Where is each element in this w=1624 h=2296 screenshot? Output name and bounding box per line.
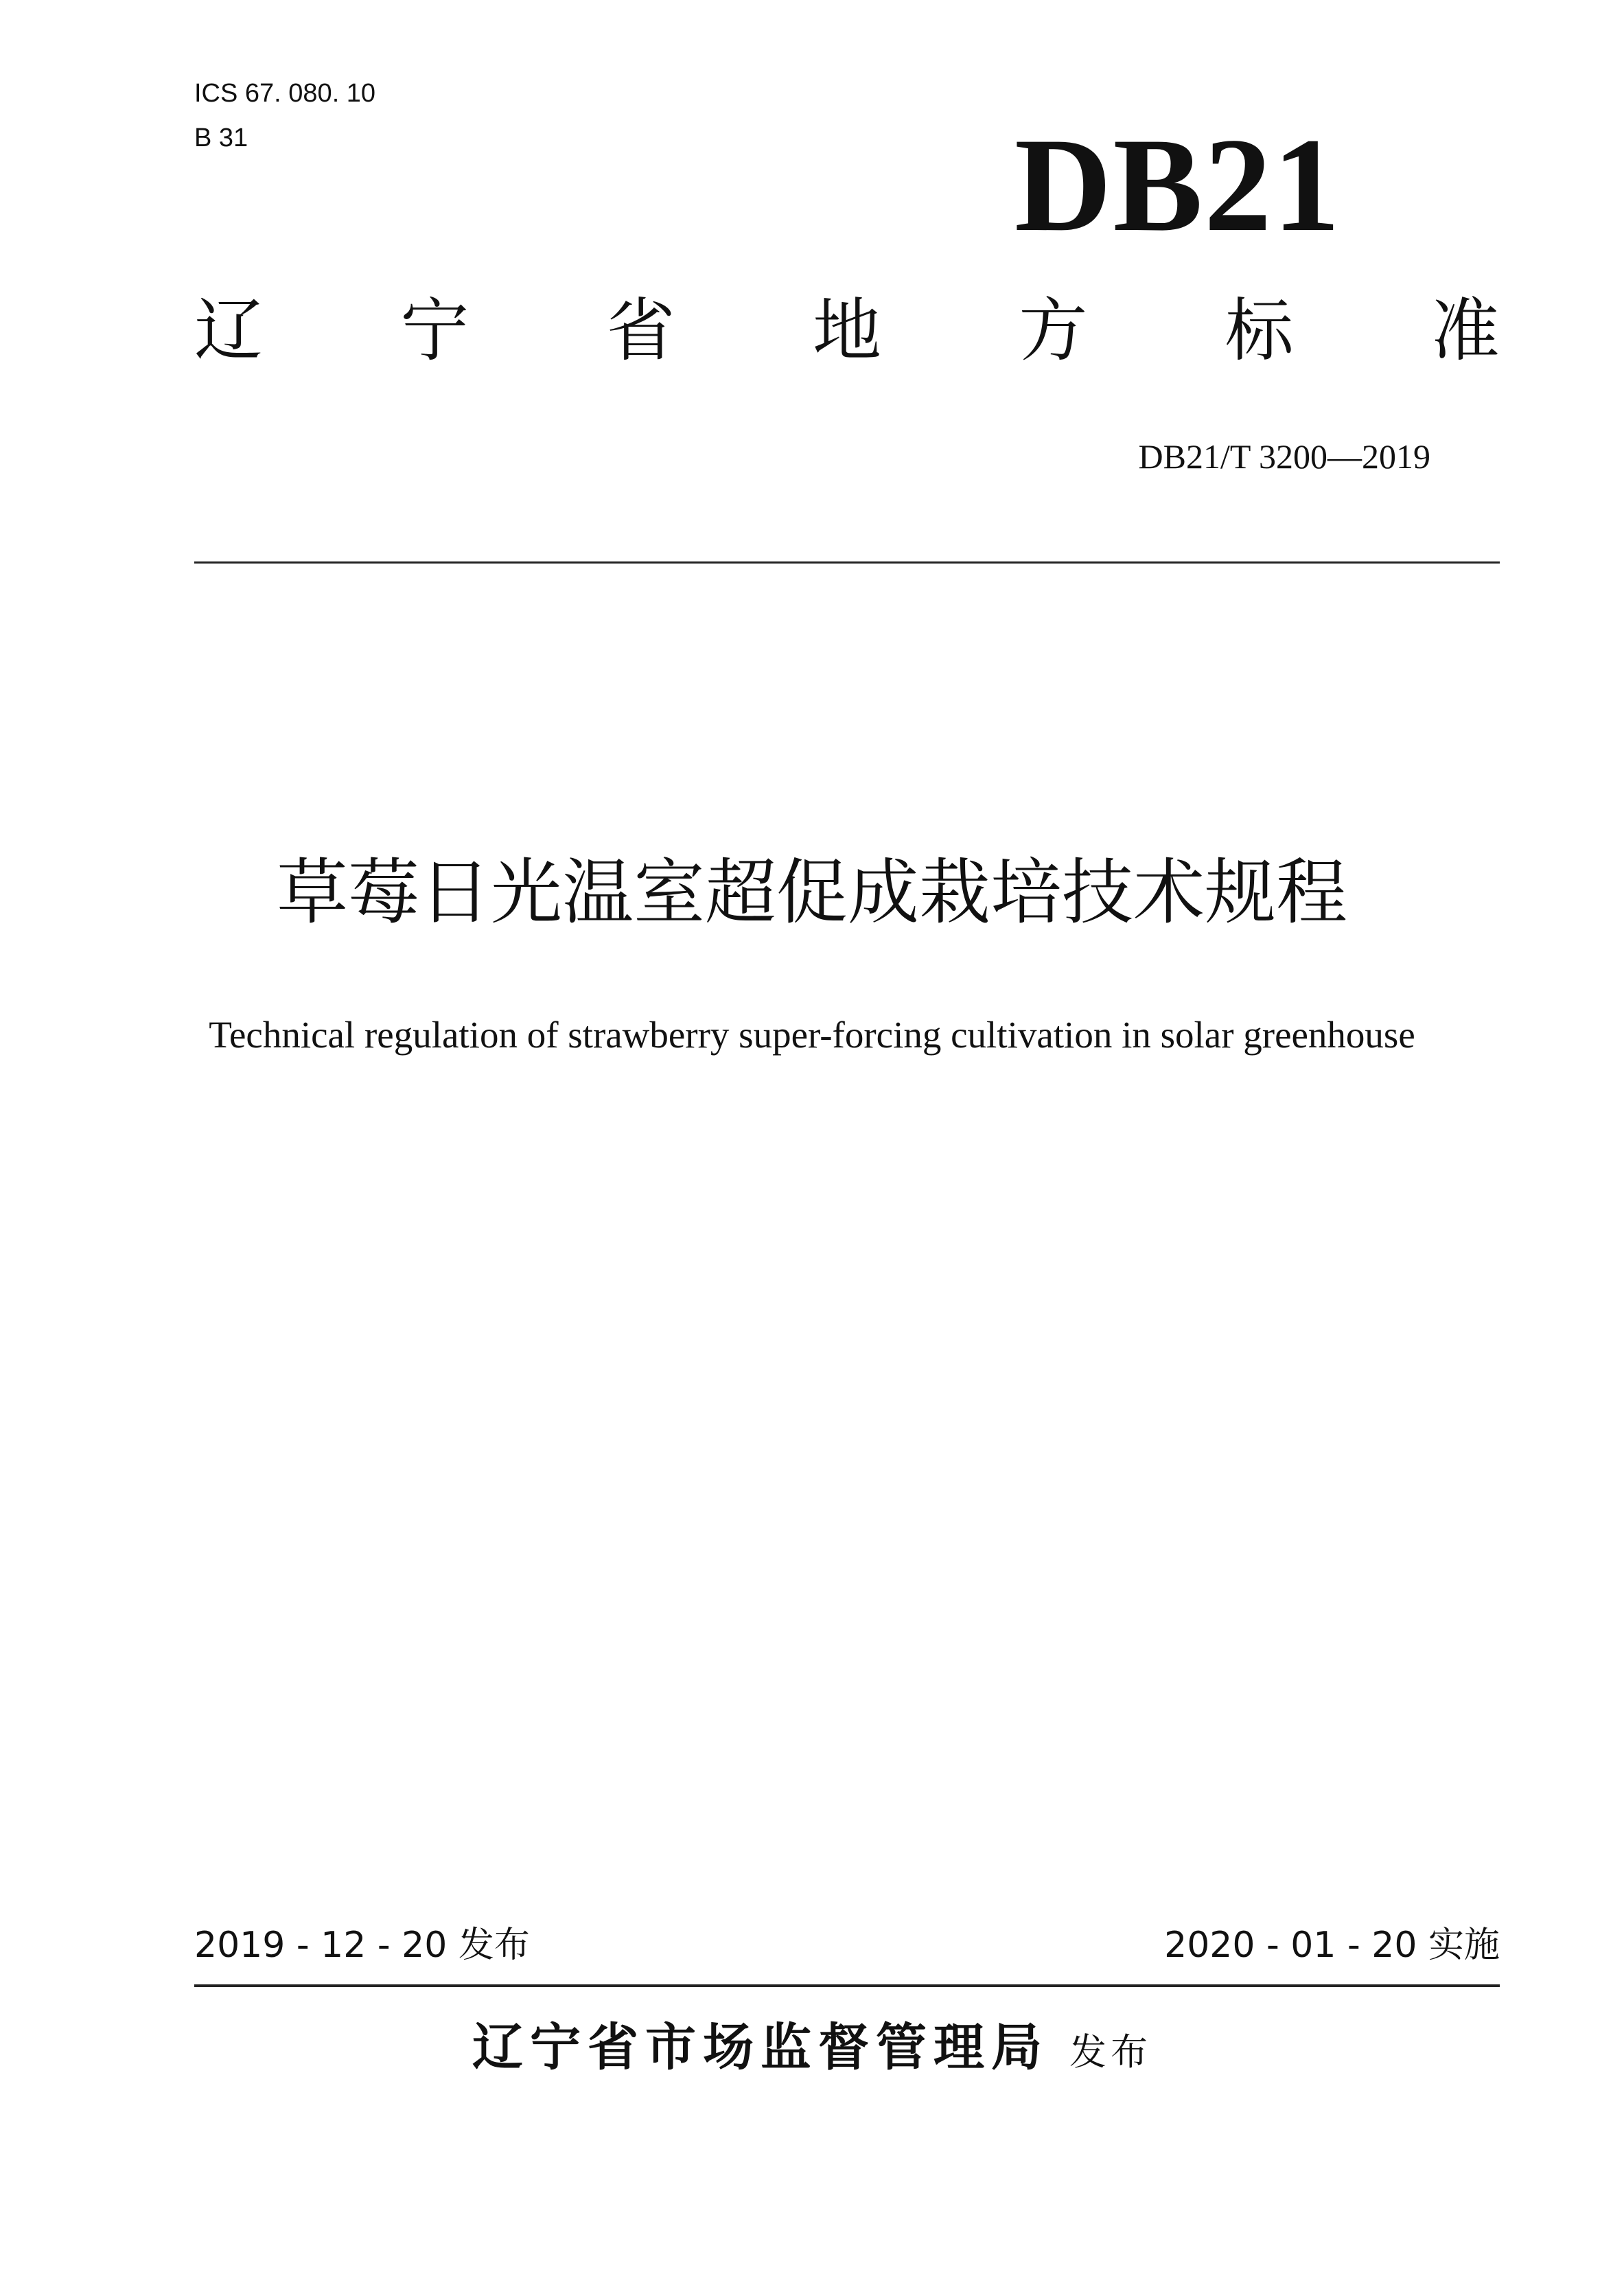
- publisher-organization: 辽宁省市场监督管理局: [472, 2018, 1049, 2077]
- document-title-english: Technical regulation of strawberry super-forcing cultivation in solar greenhouse: [209, 1014, 1415, 1056]
- standard-type-char: 宁: [400, 290, 469, 371]
- standard-number: DB21/T 3200—2019: [1138, 437, 1430, 476]
- document-title-chinese: 草莓日光温室超促成栽培技术规程: [276, 850, 1347, 934]
- standard-type-char: 标: [1225, 290, 1294, 371]
- standard-type: [194, 290, 1500, 371]
- standard-type-char: 准: [1430, 290, 1500, 371]
- db-mark: DB21: [1014, 111, 1342, 259]
- publisher-line: [0, 2018, 1624, 2077]
- standard-type-char: 地: [812, 290, 881, 371]
- standard-type-char: 方: [1019, 290, 1088, 371]
- implementation-date: 2020 - 01 - 20 实施: [1164, 1925, 1500, 1966]
- top-divider: [194, 561, 1500, 564]
- standard-type-char: 省: [606, 290, 675, 371]
- standard-type-char: 辽: [194, 290, 263, 371]
- publisher-action: 发布: [1069, 2030, 1152, 2074]
- issue-date: 2019 - 12 - 20 发布: [194, 1925, 530, 1966]
- ics-code: ICS 67. 080. 10: [194, 79, 376, 108]
- bottom-divider: [194, 1984, 1500, 1987]
- classification-code: B 31: [194, 124, 248, 152]
